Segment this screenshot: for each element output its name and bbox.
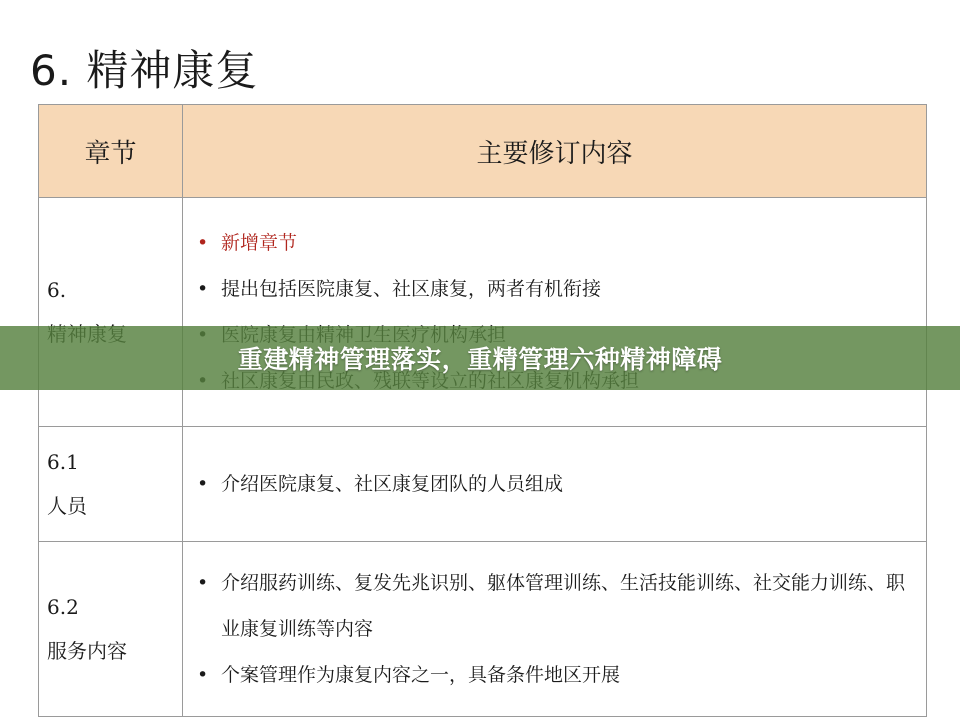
header-chapter: 章节: [39, 105, 183, 198]
content-cell: [183, 542, 927, 717]
chapter-cell: [39, 542, 183, 717]
list-item: [191, 461, 920, 507]
item-list: [191, 461, 920, 507]
chapter-cell: [39, 198, 183, 427]
content-cell: [183, 427, 927, 542]
page-title: 6. 精神康复: [30, 46, 259, 95]
item-text: 介绍服药训练、复发先兆识别、躯体管理训练、生活技能训练、社交能力训练、职业康复训练等内容: [221, 572, 906, 640]
chapter-name: 服务内容: [47, 639, 127, 663]
bullet-icon: •: [197, 572, 209, 594]
list-item: [191, 220, 920, 266]
table-row: [39, 198, 927, 427]
table-row: [39, 427, 927, 542]
chapter-cell: [39, 427, 183, 542]
chapter-number: 6.: [47, 278, 67, 302]
bullet-icon: •: [197, 664, 209, 686]
banner-text: 重建精神管理落实，重精管理六种精神障碍: [237, 345, 723, 374]
item-text: 新增章节: [221, 232, 298, 254]
item-list: [191, 560, 920, 698]
table-row: [39, 542, 927, 717]
bullet-icon: •: [197, 278, 209, 300]
list-item: [191, 266, 920, 312]
header-content: 主要修订内容: [183, 105, 927, 198]
item-text: 提出包括医院康复、社区康复，两者有机衔接: [221, 278, 602, 300]
table-header-row: [39, 105, 927, 198]
bullet-icon: •: [197, 473, 209, 495]
content-cell: [183, 198, 927, 427]
item-text: 介绍医院康复、社区康复团队的人员组成: [221, 473, 564, 495]
item-text: 个案管理作为康复内容之一，具备条件地区开展: [221, 664, 621, 686]
list-item: [191, 652, 920, 698]
caption-banner: [0, 326, 960, 390]
list-item: [191, 560, 920, 652]
chapter-number: 6.1: [47, 450, 79, 474]
chapter-number: 6.2: [47, 595, 79, 619]
bullet-icon: •: [197, 232, 209, 254]
chapter-name: 人员: [47, 494, 87, 518]
revision-table: [38, 104, 927, 717]
